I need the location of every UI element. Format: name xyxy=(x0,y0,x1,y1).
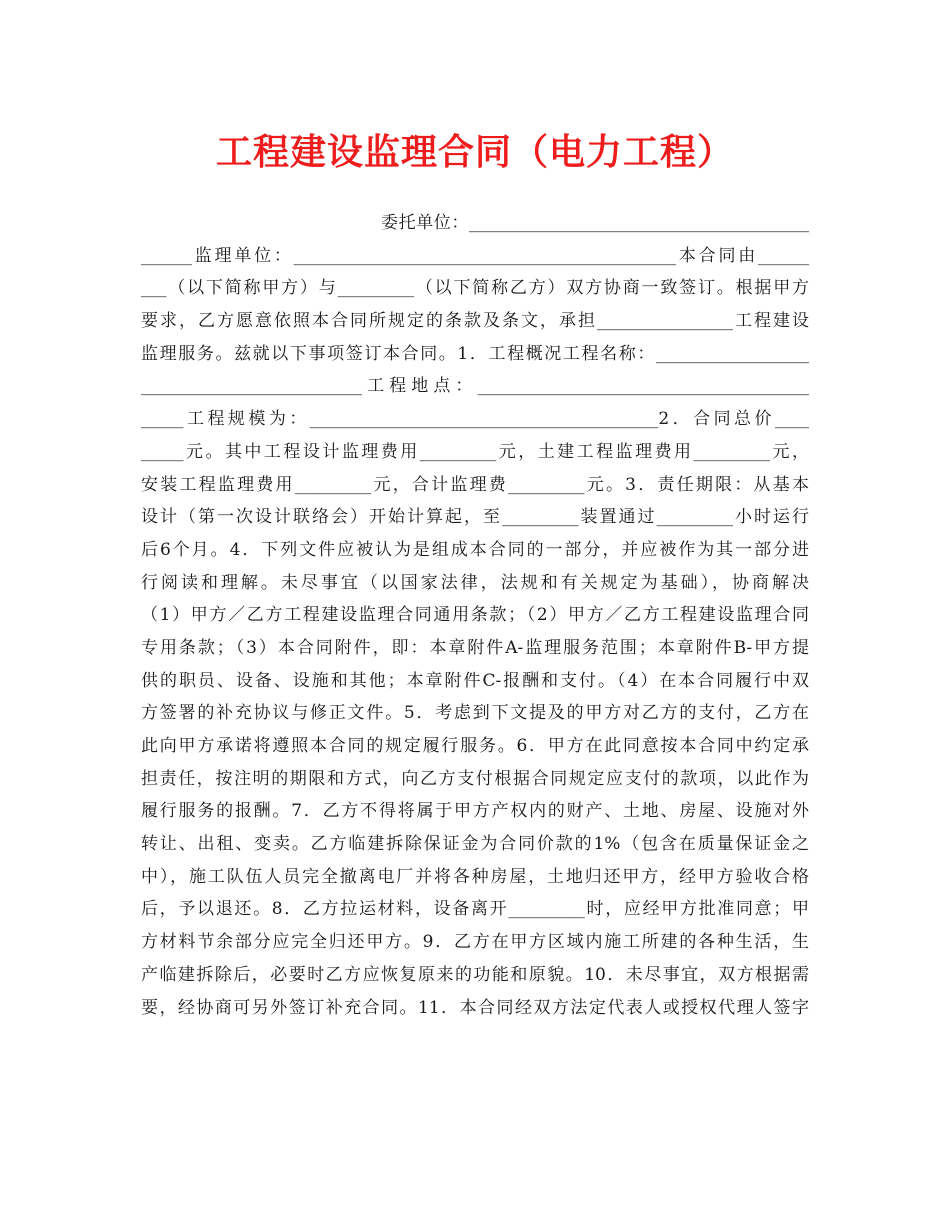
text-line: 此向甲方承诺将遵照本合同的规定履行服务。6．甲方在此同意按本合同中约定承 xyxy=(141,736,809,756)
text-line: 方材料节余部分应完全归还甲方。9．乙方在甲方区域内施工所建的各种生活，生 xyxy=(141,932,809,953)
text-line: 委托单位：________________________________________ xyxy=(381,213,809,233)
text-line: 后6个月。4．下列文件应被认为是组成本合同的一部分，并应被作为其一部分进 xyxy=(141,539,809,560)
text-line: ___（以下简称甲方）与_________（以下简称乙方）双方协商一致签订。根据甲方 xyxy=(141,278,809,299)
text-line: 中），施工队伍人员完全撤离电厂并将各种房屋，土地归还甲方，经甲方验收合格 xyxy=(141,866,809,887)
text-line: __________________________工程地点：_______________________________________ xyxy=(141,376,809,397)
text-line: （1）甲方／乙方工程建设监理合同通用条款；（2）甲方／乙方工程建设监理合同 xyxy=(141,605,809,626)
text-line: 履行服务的报酬。7．乙方不得将属于甲方产权内的财产、土地、房屋、设施对外 xyxy=(141,801,809,822)
text-line: 转让、出租、变卖。乙方临建拆除保证金为合同价款的1%（包含在质量保证金之 xyxy=(141,834,809,855)
text-line: 要，经协商可另外签订补充合同。11．本合同经双方法定代表人或授权代理人签字 xyxy=(141,997,809,1018)
text-line: 产临建拆除后，必要时乙方应恢复原来的功能和原貌。10．未尽事宜，双方根据需 xyxy=(141,964,809,985)
text-line: _____元。其中工程设计监理费用_________元，土建工程监理费用_________元， xyxy=(141,441,809,462)
text-line: 后，予以退还。8．乙方拉运材料，设备离开_________时，应经甲方批准同意；甲 xyxy=(141,899,809,920)
text-line: 担责任，按注明的期限和方式，向乙方支付根据合同规定应支付的款项，以此作为 xyxy=(141,768,809,789)
text-line: _____工程规模为：_________________________________________2．合同总价____ xyxy=(141,409,809,430)
text-line: 供的职员、设备、设施和其他；本章附件C-报酬和支付。（4）在本合同履行中双 xyxy=(141,670,809,691)
text-line: 专用条款；（3）本合同附件，即：本章附件A-监理服务范围；本章附件B-甲方提 xyxy=(141,637,809,658)
text-line: 安装工程监理费用_________元，合计监理费_________元。3．责任期限：从基本 xyxy=(141,474,809,495)
document-title: 工程建设监理合同（电力工程） xyxy=(215,131,734,173)
text-line: 设计（第一次设计联络会）开始计算起，至_________装置通过_________小时运行 xyxy=(141,507,809,528)
text-line: 监理服务。兹就以下事项签订本合同。1．工程概况工程名称：__________________ xyxy=(141,343,809,364)
text-line: 要求，乙方愿意依照本合同所规定的条款及条文，承担________________工程建设 xyxy=(141,311,809,332)
text-line: 方签署的补充协议与修正文件。5．考虑到下文提及的甲方对乙方的支付，乙方在 xyxy=(141,703,809,724)
contract-body xyxy=(141,207,809,1024)
text-line: ______监理单位：_____________________________________________本合同由______ xyxy=(141,245,809,266)
text-line: 行阅读和理解。未尽事宜（以国家法律，法规和有关规定为基础），协商解决 xyxy=(141,572,809,593)
